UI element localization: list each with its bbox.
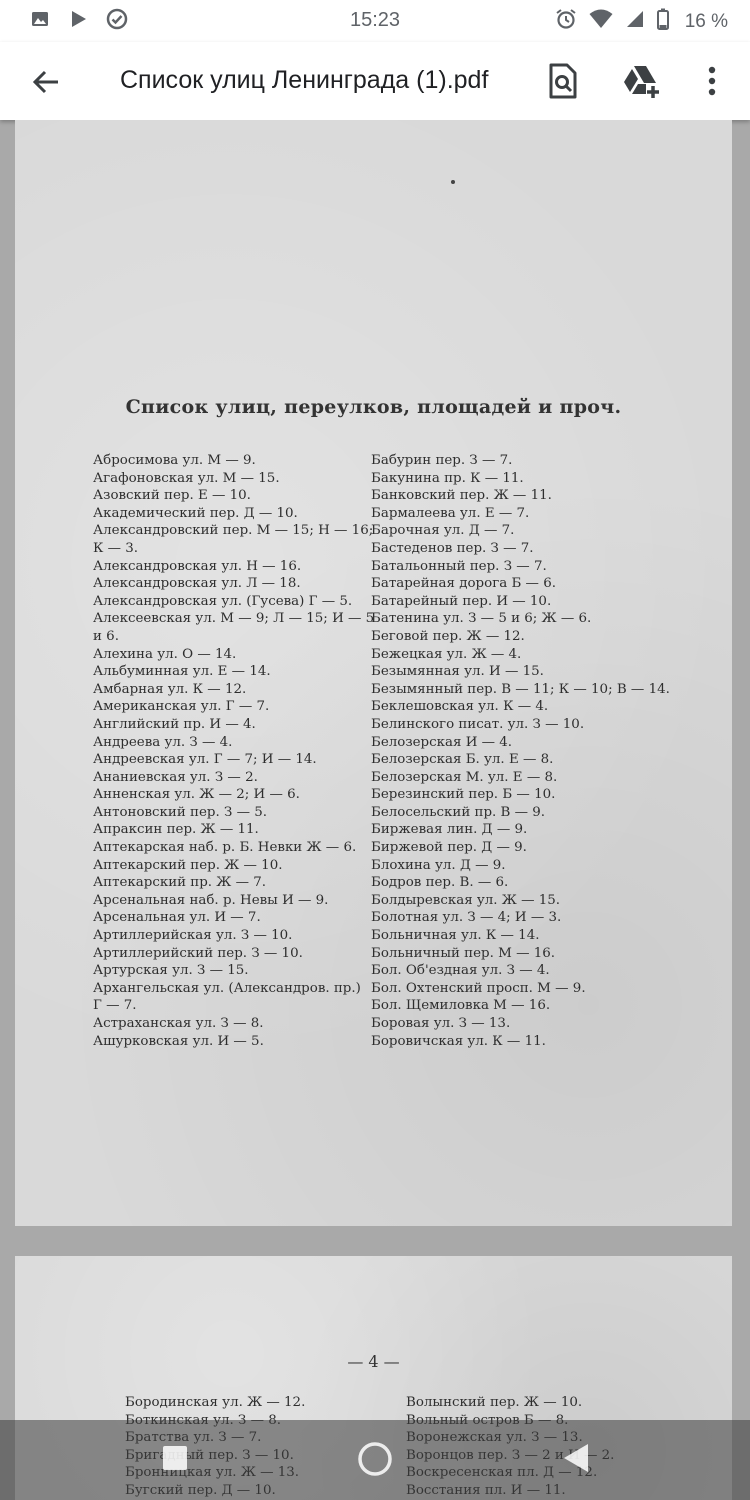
street-entry: Бол. Щемиловка М — 16. xyxy=(371,998,551,1014)
street-entry: Аптекарская наб. р. Б. Невки Ж — 6. xyxy=(93,840,357,856)
street-entry: Аптекарский пр. Ж — 7. xyxy=(93,875,267,891)
street-entry: Безымянная ул. И — 15. xyxy=(371,664,544,680)
clock: 15:23 xyxy=(349,9,401,31)
find-in-document-icon[interactable] xyxy=(545,62,581,105)
page-heading: Список улиц, переулков, площадей и проч. xyxy=(125,396,622,418)
battery-percent: 16 % xyxy=(684,11,728,32)
street-entry: Амбарная ул. К — 12. xyxy=(93,681,247,697)
street-entry: Альбуминная ул. Е — 14. xyxy=(93,664,271,680)
street-entry: Архангельская ул. (Александров. пр.) xyxy=(93,980,361,996)
street-entry: Апраксин пер. Ж — 11. xyxy=(93,822,259,838)
street-entry: Биржевая лин. Д — 9. xyxy=(371,822,528,838)
wifi-icon xyxy=(589,9,613,35)
street-entry: Больничная ул. К — 14. xyxy=(371,928,540,944)
street-entry: Алексеевская ул. М — 9; Л — 15; И — 5 xyxy=(93,611,375,627)
street-entry: Батенина ул. З — 5 и 6; Ж — 6. xyxy=(371,611,592,627)
street-entry: Анненская ул. Ж — 2; И — 6. xyxy=(93,787,300,803)
street-entry: Бол. Об'ездная ул. З — 4. xyxy=(371,963,550,979)
street-entry: Аптекарский пер. Ж — 10. xyxy=(93,857,283,873)
street-entry: Артиллерийская ул. З — 10. xyxy=(93,928,293,944)
navigation-bar xyxy=(0,1420,750,1500)
street-entry: Барочная ул. Д — 7. xyxy=(371,523,515,539)
street-entry: Березинский пер. Б — 10. xyxy=(371,787,556,803)
street-entry: Г — 7. xyxy=(93,998,137,1014)
street-entry: Бежецкая ул. Ж — 4. xyxy=(371,646,522,662)
street-entry: Ашурковская ул. И — 5. xyxy=(93,1033,264,1049)
street-entry: Болотная ул. З — 4; И — 3. xyxy=(371,910,562,926)
street-entry: Абросимова ул. М — 9. xyxy=(93,453,256,468)
street-entry: Алехина ул. О — 14. xyxy=(93,646,237,662)
street-entry: Боровичская ул. К — 11. xyxy=(371,1033,546,1049)
street-entry: Бол. Охтенский просп. М — 9. xyxy=(371,980,586,996)
recents-icon[interactable] xyxy=(160,1440,190,1481)
street-entry: Боровая ул. З — 13. xyxy=(371,1016,511,1031)
print-speck xyxy=(451,180,455,184)
street-entry: Безымянный пер. В — 11; К — 10; В — 14. xyxy=(371,681,670,697)
home-icon[interactable] xyxy=(356,1440,394,1483)
street-entry: Азовский пер. Е — 10. xyxy=(93,488,251,504)
street-entry: Американская ул. Г — 7. xyxy=(93,699,270,715)
back-triangle-icon[interactable] xyxy=(560,1440,592,1481)
alarm-icon xyxy=(555,8,577,36)
street-entry: Александровский пер. М — 15; Н — 16; xyxy=(93,523,374,539)
street-entry: Белинского писат. ул. З — 10. xyxy=(371,716,585,732)
street-entry: Андреевская ул. Г — 7; И — 14. xyxy=(93,752,317,768)
document-title: Список улиц Ленинграда (1).pdf xyxy=(120,66,489,94)
street-entry: Александровская ул. (Гусева) Г — 5. xyxy=(93,593,353,609)
street-entry: Белосельский пр. В — 9. xyxy=(371,804,546,820)
street-entry: Агафоновская ул. М — 15. xyxy=(93,470,280,486)
street-entry: Английский пр. И — 4. xyxy=(93,716,256,732)
battery-icon xyxy=(657,8,669,36)
status-bar xyxy=(0,0,750,42)
app-bar xyxy=(0,42,750,120)
signal-icon xyxy=(625,9,645,35)
system-icons xyxy=(555,8,728,36)
street-entry: Белозерская М. ул. Е — 8. xyxy=(371,769,558,785)
street-entry: Белозерская Б. ул. Е — 8. xyxy=(371,752,554,768)
street-entry: Батальонный пер. З — 7. xyxy=(371,558,547,574)
street-entry: Антоновский пер. З — 5. xyxy=(93,804,267,820)
street-entry: и 6. xyxy=(93,628,119,644)
more-vert-icon[interactable] xyxy=(700,62,724,105)
street-entry: Батарейная дорога Б — 6. xyxy=(371,576,556,592)
street-entry: Александровская ул. Н — 16. xyxy=(93,558,302,574)
page-number: — 4 — xyxy=(347,1352,400,1371)
street-entry: Андреева ул. З — 4. xyxy=(93,734,233,750)
street-entry: Белозерская И — 4. xyxy=(371,734,513,750)
street-entry: Артиллерийский пер. З — 10. xyxy=(93,945,303,961)
street-entry: Бармалеева ул. Е — 7. xyxy=(371,505,530,521)
street-entry: Банковский пер. Ж — 11. xyxy=(371,488,552,504)
street-entry: Бородинская ул. Ж — 12. xyxy=(125,1395,306,1410)
street-list-left xyxy=(93,452,373,1050)
street-entry: Александровская ул. Л — 18. xyxy=(93,576,301,592)
add-to-drive-icon[interactable] xyxy=(622,62,662,105)
pdf-page[interactable] xyxy=(15,120,732,1226)
street-entry: Бодров пер. В. — 6. xyxy=(371,875,509,891)
street-entry: Батарейный пер. И — 10. xyxy=(371,593,552,609)
street-entry: Арсенальная ул. И — 7. xyxy=(93,910,261,926)
street-entry: Болдыревская ул. Ж — 15. xyxy=(371,892,561,908)
street-entry: Бабурин пер. З — 7. xyxy=(371,453,513,468)
back-arrow-icon[interactable] xyxy=(28,64,64,100)
street-entry: Артурская ул. З — 15. xyxy=(93,963,249,979)
street-entry: Волынский пер. Ж — 10. xyxy=(406,1395,583,1410)
street-entry: Арсенальная наб. р. Невы И — 9. xyxy=(93,892,329,908)
street-entry: Беклешовская ул. К — 4. xyxy=(371,699,549,715)
street-entry: Бакунина пр. К — 11. xyxy=(371,470,524,486)
street-entry: Академический пер. Д — 10. xyxy=(93,505,298,521)
street-entry: Блохина ул. Д — 9. xyxy=(371,857,506,873)
street-entry: Больничный пер. М — 16. xyxy=(371,945,556,961)
street-entry: К — 3. xyxy=(93,540,139,556)
street-entry: Астраханская ул. З — 8. xyxy=(93,1016,264,1031)
street-entry: Ананиевская ул. З — 2. xyxy=(93,769,258,785)
street-entry: Бастеденов пер. З — 7. xyxy=(371,540,534,556)
street-entry: Биржевой пер. Д — 9. xyxy=(371,840,527,856)
street-list-right xyxy=(371,452,671,1050)
street-entry: Беговой пер. Ж — 12. xyxy=(371,628,525,644)
